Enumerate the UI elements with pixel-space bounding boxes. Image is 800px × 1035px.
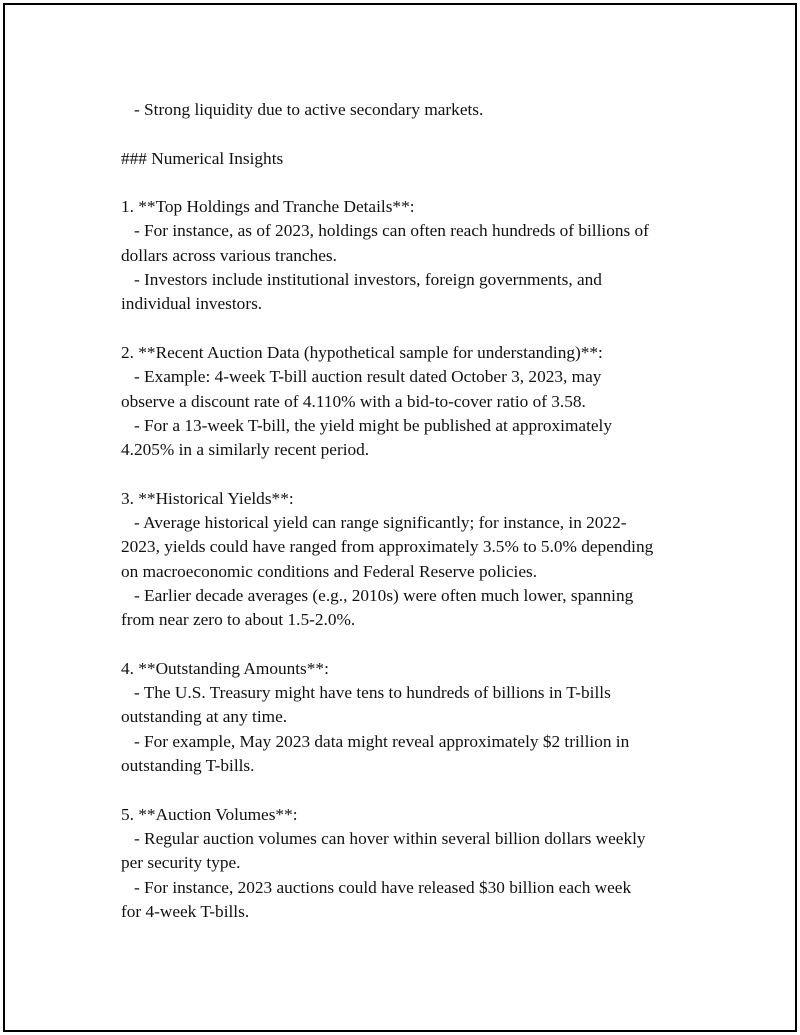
blank-line	[121, 122, 701, 146]
blank-line	[121, 633, 701, 657]
bullet-line: on macroeconomic conditions and Federal Reserve policies.	[121, 561, 538, 581]
bullet-line: - Investors include institutional investors, foreign governments, and	[121, 270, 602, 290]
bullet-line: - The U.S. Treasury might have tens to hundreds of billions in T-bills	[121, 683, 611, 703]
blank-line	[121, 317, 701, 341]
document-body	[121, 98, 701, 924]
bullet-line: - Average historical yield can range significantly; for instance, in 2022-	[121, 513, 627, 533]
intro-line: - Strong liquidity due to active secondary markets.	[121, 100, 484, 119]
bullet-line: - Earlier decade averages (e.g., 2010s) were often much lower, spanning	[121, 585, 634, 605]
blank-line	[121, 171, 701, 195]
bullet-line: observe a discount rate of 4.110% with a bid-to-cover ratio of 3.58.	[121, 391, 586, 411]
section-top-holdings	[121, 195, 701, 316]
bullet-line: 4.205% in a similarly recent period.	[121, 440, 370, 460]
section-outstanding-amounts	[121, 657, 701, 778]
section-title: 4. **Outstanding Amounts**:	[121, 658, 329, 678]
page-frame	[3, 3, 797, 1032]
section-title: 3. **Historical Yields**:	[121, 488, 294, 508]
bullet-line: individual investors.	[121, 294, 263, 314]
blank-line	[121, 462, 701, 486]
section-historical-yields	[121, 487, 701, 633]
bullet-line: - For instance, 2023 auctions could have released $30 billion each week	[121, 877, 632, 897]
section-title: 2. **Recent Auction Data (hypothetical sample for understanding)**:	[121, 342, 603, 362]
bullet-line: - Regular auction volumes can hover within several billion dollars weekly	[121, 828, 646, 848]
bullet-line: - For instance, as of 2023, holdings can often reach hundreds of billions of	[121, 221, 649, 241]
section-title: 1. **Top Holdings and Tranche Details**:	[121, 197, 415, 217]
section-heading: ### Numerical Insights	[121, 148, 284, 168]
bullet-line: - Example: 4-week T-bill auction result dated October 3, 2023, may	[121, 367, 602, 387]
bullet-line: outstanding at any time.	[121, 707, 288, 727]
bullet-line: outstanding T-bills.	[121, 756, 255, 776]
bullet-line: 2023, yields could have ranged from approximately 3.5% to 5.0% depending	[121, 537, 654, 557]
bullet-line: - For example, May 2023 data might reveal approximately $2 trillion in	[121, 731, 630, 751]
bullet-line: from near zero to about 1.5-2.0%.	[121, 610, 356, 630]
bullet-line: for 4-week T-bills.	[121, 901, 250, 921]
section-title: 5. **Auction Volumes**:	[121, 804, 298, 824]
bullet-line: - For a 13-week T-bill, the yield might be published at approximately	[121, 415, 612, 435]
bullet-line: per security type.	[121, 853, 241, 873]
blank-line	[121, 778, 701, 802]
section-auction-volumes	[121, 803, 701, 924]
section-recent-auction-data	[121, 341, 701, 462]
bullet-line: dollars across various tranches.	[121, 245, 337, 265]
